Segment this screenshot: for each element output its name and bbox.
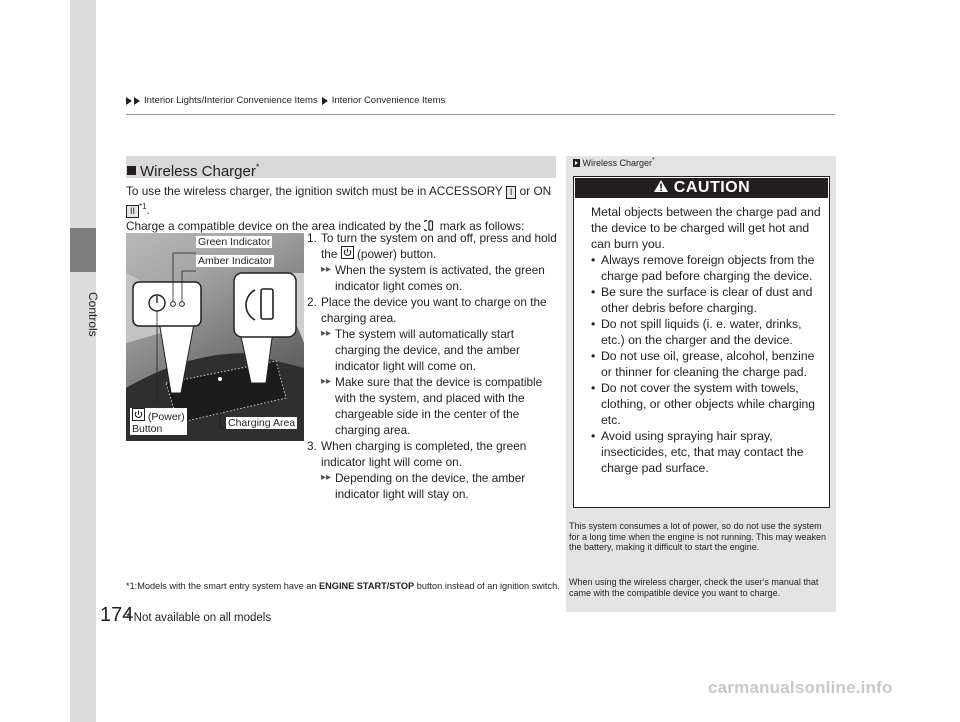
green-indicator-label: Green Indicator — [198, 236, 271, 248]
page-number: 174 — [100, 604, 134, 626]
header-rule — [126, 114, 835, 115]
square-bullet-icon — [127, 166, 136, 175]
charging-area-label: Charging Area — [228, 417, 296, 429]
double-arrow-icon: ▸▸ — [321, 472, 332, 483]
caution-header: CAUTION — [575, 178, 828, 198]
double-arrow-icon: ▸▸ — [321, 264, 332, 275]
breadcrumb-item[interactable]: Interior Convenience Items — [331, 95, 446, 106]
step-1-note: ▸▸ When the system is activated, the green indicator light comes on. — [321, 263, 545, 293]
charger-figure — [126, 233, 304, 441]
power-icon — [341, 246, 354, 259]
side-note-title: Wireless Charger* — [573, 157, 655, 168]
amber-indicator-label: Amber Indicator — [198, 255, 273, 267]
footnote: *1:Models with the smart entry system have an ENGINE START/STOP button instead of an ignition switch. — [126, 581, 560, 591]
caution-bullet: • Do not use oil, grease, alcohol, benzine or thinner for cleaning the charge pad. — [591, 349, 815, 379]
double-arrow-icon: ▸▸ — [321, 376, 332, 387]
users-manual-note: When using the wireless charger, check the user's manual that came with the compatible device you want to charge. — [569, 577, 819, 598]
side-tab-label: Controls — [86, 292, 100, 337]
power-consumption-note: This system consumes a lot of power, so do not use the system for a long time when the engine is not running. This may weaken the battery, making it difficult to start the engine. — [569, 521, 826, 552]
caution-bullet: • Be sure the surface is clear of dust and other debris before charging. — [591, 285, 813, 315]
caution-bullet: • Avoid using spraying hair spray, insecticides, etc, that may contact the charge pad surface. — [591, 429, 804, 475]
section-heading: Wireless Charger* — [126, 156, 556, 178]
not-available-note: * Not available on all models — [126, 612, 272, 624]
double-arrow-icon: ▸▸ — [321, 328, 332, 339]
side-tab-marker — [70, 228, 96, 272]
step-2-note: ▸▸ Make sure that the device is compatible with the system, and placed with the chargeable side in the center of the charging area. — [321, 375, 543, 437]
power-button-label: (Power) Button — [130, 408, 187, 435]
breadcrumb-item[interactable]: Interior Lights/Interior Convenience Items — [144, 95, 318, 106]
warning-triangle-icon — [653, 179, 669, 193]
caution-bullet: • Do not spill liquids (i. e. water, drinks, etc.) on the charger and the device. — [591, 317, 802, 347]
note-marker-icon — [573, 159, 580, 167]
side-tab — [70, 0, 96, 722]
breadcrumb — [126, 95, 445, 106]
watermark: carmanualsonline.info — [708, 678, 893, 697]
intro-paragraph: To use the wireless charger, the ignition switch must be in ACCESSORY I or ON II $^{*1}$. Charge a compatible device on the area indicated by the mark as follows: — [126, 184, 552, 233]
step-2: 2. Place the device you want to charge on the charging area. — [307, 295, 547, 325]
step-list — [307, 230, 559, 502]
footnote-ref[interactable]: *1 — [139, 202, 147, 211]
power-icon — [132, 408, 145, 421]
step-3: 3. When charging is completed, the green indicator light will come on. — [307, 439, 527, 469]
caution-text: Metal objects between the charge pad and the device to be charged will get hot and can burn you. • Always remove foreign objects from the charge pad before charging the device. • Be sure the surface is clear of dust and other debris before charging. • Do not spill liquids (i. e. water, drinks, etc.) on the charger and the device. • Do not use oil, grease, alcohol, benzine or thinner for cleaning the charge pad. • Do not cover the system with towels, clothing, or other objects while charging etc. • Avoid using spraying hair spray, insecticides, etc, that may contact the charge pad surface. — [591, 204, 824, 476]
step-2-note: ▸▸ The system will automatically start charging the device, and the amber indicator light will come on. — [321, 327, 520, 373]
key-on: II — [126, 205, 139, 218]
step-1: 1. To turn the system on and off, press and hold the (power) button. — [307, 231, 557, 261]
double-arrow-icon — [126, 97, 132, 105]
step-3-note: ▸▸ Depending on the device, the amber indicator light will stay on. — [321, 471, 526, 501]
caution-bullet: • Do not cover the system with towels, clothing, or other objects while charging etc. — [591, 381, 816, 427]
key-accessory: I — [506, 186, 517, 199]
arrow-icon — [322, 97, 328, 105]
caution-bullet: • Always remove foreign objects from the charge pad before charging the device. — [591, 253, 815, 283]
